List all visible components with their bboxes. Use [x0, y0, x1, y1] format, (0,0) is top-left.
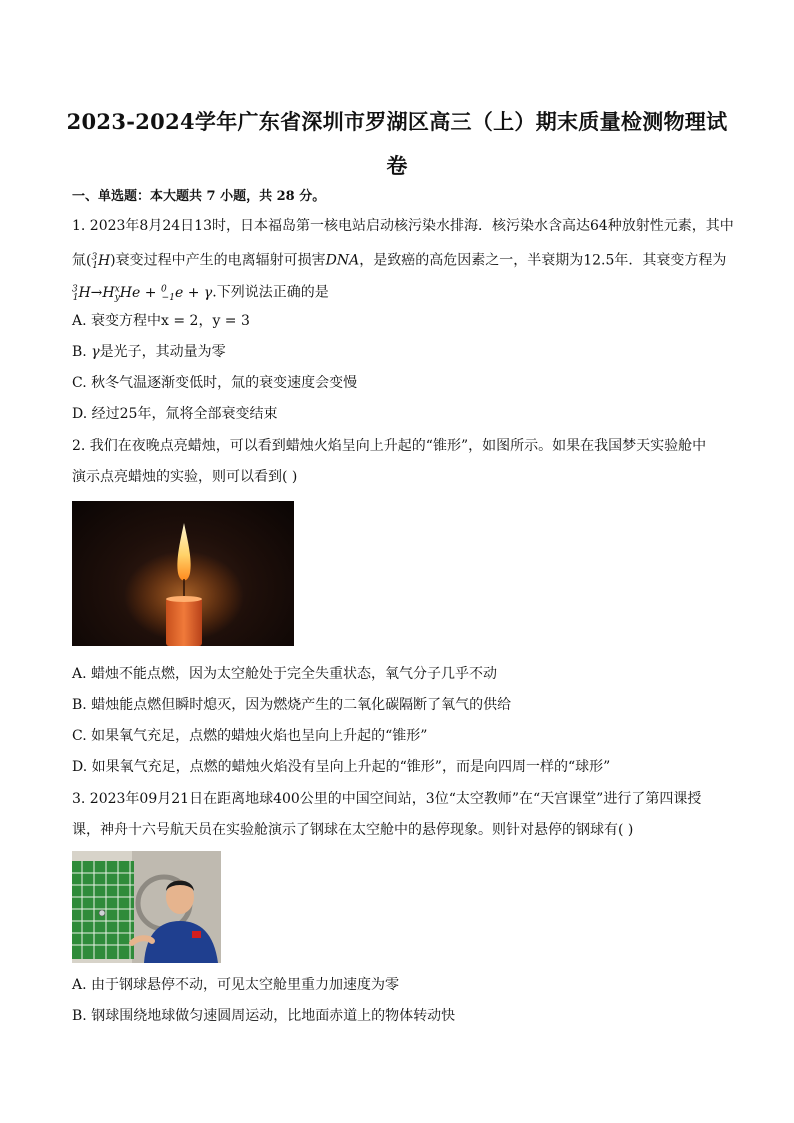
q1-option-b: B. γ是光子，其动量为零	[72, 344, 226, 360]
candle-illustration	[72, 501, 294, 646]
q1-option-a: A. 衰变方程中x = 2，y = 3	[72, 313, 250, 329]
exam-title-line1: 2023-2024学年广东省深圳市罗湖区高三（上）期末质量检测物理试	[66, 109, 728, 134]
q2-option-b: B. 蜡烛能点燃但瞬时熄灭，因为燃烧产生的二氧化碳隔断了氧气的供给	[72, 697, 512, 713]
q3-option-b: B. 钢球围绕地球做匀速圆周运动，比地面赤道上的物体转动快	[72, 1008, 456, 1024]
q1-option-d: D. 经过25年，氚将全部衰变结束	[72, 406, 278, 422]
q3-line1: 3. 2023年09月21日在距离地球400公里的中国空间站，3位“太空教师”在“天宫课堂”进行了第四课授	[72, 791, 702, 807]
section-header: 一、单选题：本大题共 7 小题，共 28 分。	[72, 189, 326, 204]
q2-option-d: D. 如果氧气充足，点燃的蜡烛火焰没有呈向上升起的“锥形”，而是向四周一样的“球形”	[72, 759, 611, 775]
q2-option-a: A. 蜡烛不能点燃，因为太空舱处于完全失重状态，氧气分子几乎不动	[72, 666, 498, 682]
q1-decay-equation: $^3_1H\to H^x_yHe + ^0_{-1}e + \gamma$.下列说法正确的是	[72, 284, 329, 304]
q2-line1: 2. 我们在夜晚点亮蜡烛，可以看到蜡烛火焰呈向上升起的“锥形”，如图所示。如果在我国梦天实验舱中	[72, 438, 707, 454]
tritium-symbol: $^3_1$H	[91, 252, 111, 272]
astronaut-photo	[72, 851, 221, 963]
q1-line2: 氚($^3_1$H)衰变过程中产生的电离辐射可损害DNA，是致癌的高危因素之一，半衰期为12.5年．其衰变方程为	[72, 252, 727, 272]
q2-line2: 演示点亮蜡烛的实验，则可以看到( )	[72, 469, 298, 485]
exam-title-line2: 卷	[386, 153, 408, 178]
exam-title	[60, 100, 734, 188]
q3-option-a: A. 由于钢球悬停不动，可见太空舱里重力加速度为零	[72, 977, 400, 993]
q2-option-c: C. 如果氧气充足，点燃的蜡烛火焰也呈向上升起的“锥形”	[72, 728, 428, 744]
candle-photo	[72, 501, 294, 646]
q1-line1: 1. 2023年8月24日13时，日本福岛第一核电站启动核污染水排海．核污染水含高达64种放射性元素，其中	[72, 218, 734, 234]
q3-line2: 课，神舟十六号航天员在实验舱演示了钢球在太空舱中的悬停现象。则针对悬停的钢球有( )	[72, 822, 634, 838]
steel-ball	[99, 910, 105, 916]
space-station-illustration	[72, 851, 221, 963]
q1-option-c: C. 秋冬气温逐渐变低时，氚的衰变速度会变慢	[72, 375, 358, 391]
